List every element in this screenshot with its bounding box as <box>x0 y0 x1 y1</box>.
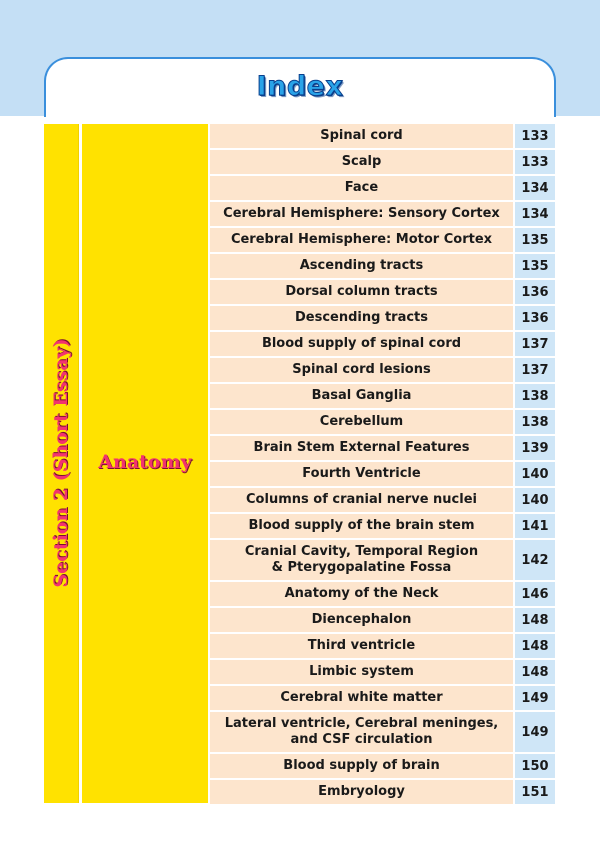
page-number: 146 <box>515 582 555 606</box>
index-row <box>210 202 555 226</box>
topic-name: Embryology <box>210 780 513 804</box>
topic-name: Blood supply of spinal cord <box>210 332 513 356</box>
index-row <box>210 124 555 148</box>
subject-column <box>82 124 208 803</box>
topic-name: Scalp <box>210 150 513 174</box>
topic-name: Anatomy of the Neck <box>210 582 513 606</box>
index-row <box>210 228 555 252</box>
page-number: 148 <box>515 634 555 658</box>
topic-name: Face <box>210 176 513 200</box>
index-row <box>210 358 555 382</box>
index-row <box>210 780 555 804</box>
topic-name: Blood supply of brain <box>210 754 513 778</box>
page-number: 134 <box>515 176 555 200</box>
topic-name: Descending tracts <box>210 306 513 330</box>
page-number: 140 <box>515 488 555 512</box>
page-number: 137 <box>515 358 555 382</box>
page-number: 148 <box>515 660 555 684</box>
index-row <box>210 686 555 710</box>
page-number: 149 <box>515 712 555 752</box>
page-number: 134 <box>515 202 555 226</box>
index-row <box>210 582 555 606</box>
topic-name: Cerebral Hemisphere: Sensory Cortex <box>210 202 513 226</box>
topic-name: Third ventricle <box>210 634 513 658</box>
topic-name: Brain Stem External Features <box>210 436 513 460</box>
topic-name: Cerebral Hemisphere: Motor Cortex <box>210 228 513 252</box>
index-row <box>210 608 555 632</box>
page-number: 135 <box>515 228 555 252</box>
topic-name: Ascending tracts <box>210 254 513 278</box>
topic-name: Fourth Ventricle <box>210 462 513 486</box>
page-number: 136 <box>515 306 555 330</box>
section-column <box>44 124 79 803</box>
page-number: 133 <box>515 124 555 148</box>
index-row <box>210 410 555 434</box>
page-number: 139 <box>515 436 555 460</box>
page-number: 136 <box>515 280 555 304</box>
index-row <box>210 436 555 460</box>
page-number: 140 <box>515 462 555 486</box>
topic-name: Basal Ganglia <box>210 384 513 408</box>
topic-name: Dorsal column tracts <box>210 280 513 304</box>
page-title: Index <box>256 71 344 102</box>
topic-name: Cranial Cavity, Temporal Region & Pterygopalatine Fossa <box>210 540 513 580</box>
title-box <box>44 57 556 117</box>
index-row <box>210 540 555 580</box>
page-number: 151 <box>515 780 555 804</box>
page-number: 150 <box>515 754 555 778</box>
index-row <box>210 660 555 684</box>
topic-name: Lateral ventricle, Cerebral meninges, and CSF circulation <box>210 712 513 752</box>
topic-name: Diencephalon <box>210 608 513 632</box>
section-label: Section 2 (Short Essay) <box>50 338 72 588</box>
page-number: 149 <box>515 686 555 710</box>
index-row <box>210 488 555 512</box>
index-row <box>210 306 555 330</box>
topic-name: Cerebellum <box>210 410 513 434</box>
index-row <box>210 254 555 278</box>
topic-name: Blood supply of the brain stem <box>210 514 513 538</box>
topic-name: Columns of cranial nerve nuclei <box>210 488 513 512</box>
topic-name: Limbic system <box>210 660 513 684</box>
index-row <box>210 634 555 658</box>
index-row <box>210 514 555 538</box>
page-number: 133 <box>515 150 555 174</box>
page-number: 135 <box>515 254 555 278</box>
page-number: 137 <box>515 332 555 356</box>
index-row <box>210 176 555 200</box>
index-row <box>210 332 555 356</box>
topic-name: Spinal cord lesions <box>210 358 513 382</box>
index-row <box>210 280 555 304</box>
index-row <box>210 462 555 486</box>
page-number: 142 <box>515 540 555 580</box>
page-number: 148 <box>515 608 555 632</box>
page-number: 138 <box>515 410 555 434</box>
index-row <box>210 150 555 174</box>
topic-name: Cerebral white matter <box>210 686 513 710</box>
topic-name: Spinal cord <box>210 124 513 148</box>
page-number: 141 <box>515 514 555 538</box>
index-row <box>210 754 555 778</box>
index-row <box>210 712 555 752</box>
index-table <box>210 124 555 806</box>
index-row <box>210 384 555 408</box>
subject-label: Anatomy <box>98 451 192 473</box>
page-number: 138 <box>515 384 555 408</box>
